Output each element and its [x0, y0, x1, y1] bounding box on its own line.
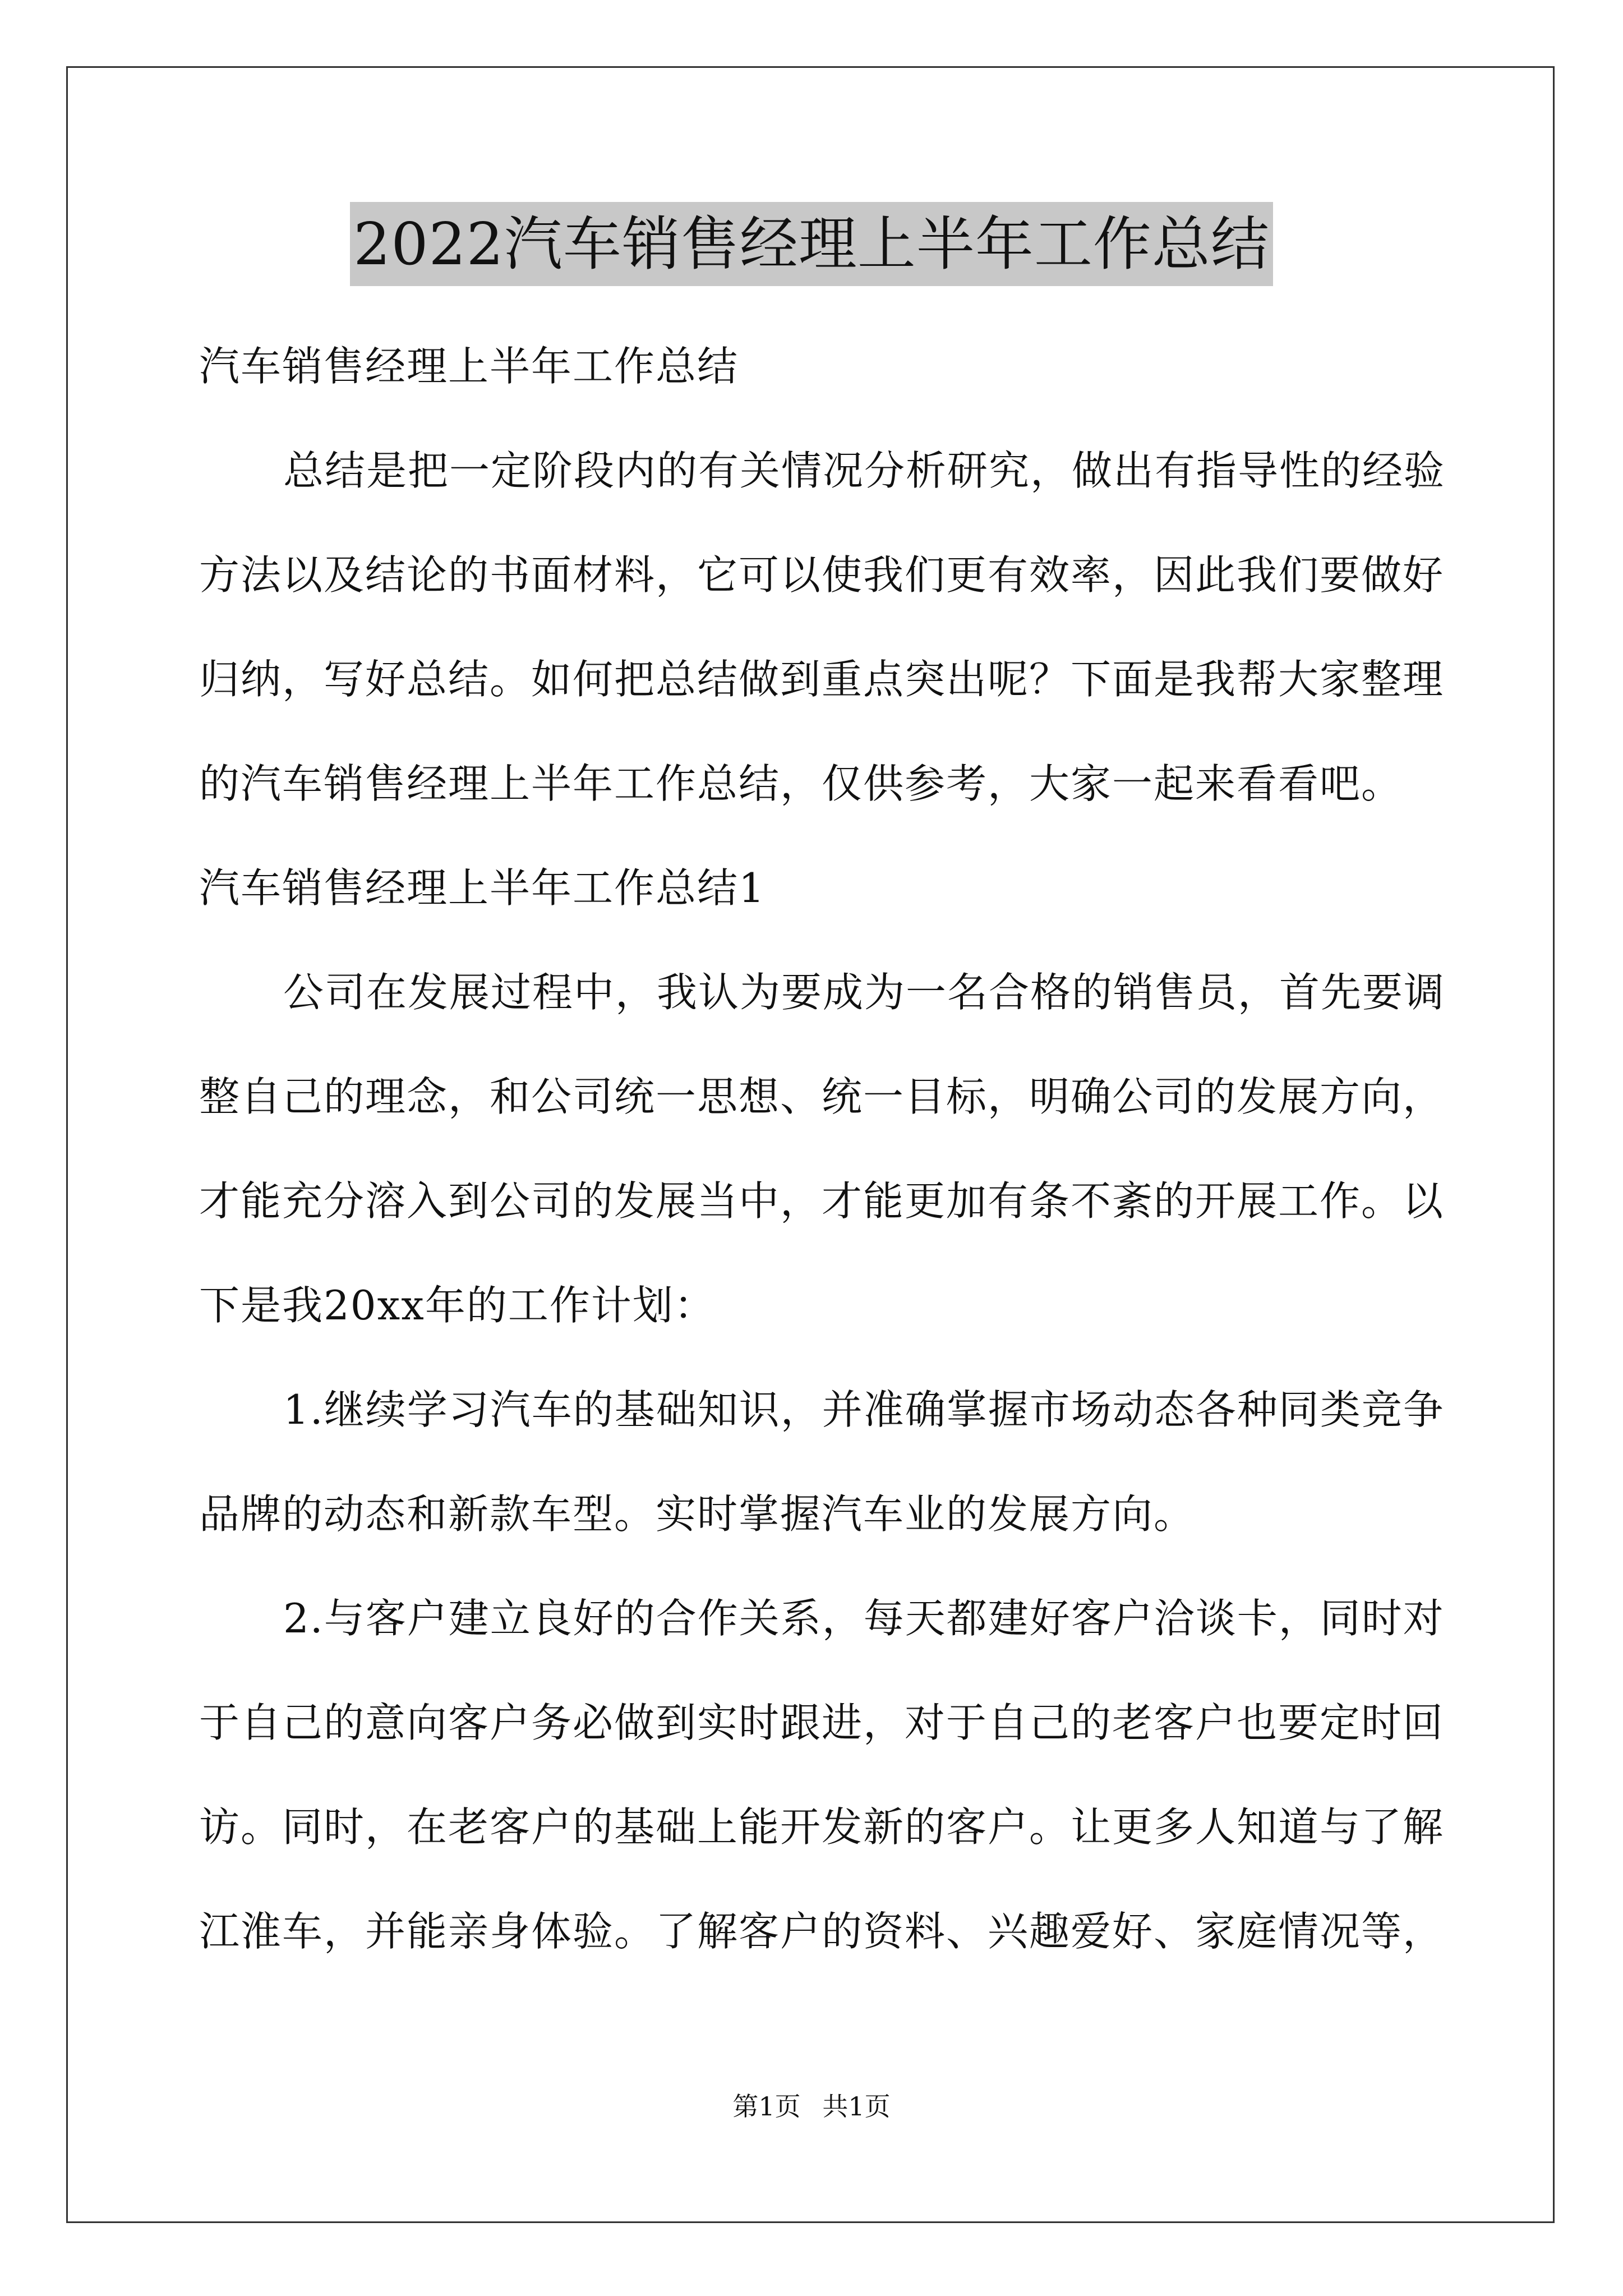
list-item-line: 于自己的意向客户务必做到实时跟进，对于自己的老客户也要定时回 — [199, 1699, 1445, 1746]
page-number-total: 共1页 — [822, 2091, 891, 2122]
page-footer — [0, 2087, 1623, 2126]
document-body — [199, 314, 1446, 1984]
paragraph-line: 方法以及结论的书面材料，它可以使我们更有效率，因此我们要做好 — [199, 551, 1445, 599]
list-item-line: 江淮车，并能亲身体验。了解客户的资料、兴趣爱好、家庭情况等， — [199, 1908, 1445, 1955]
paragraph-line: 公司在发展过程中，我认为要成为一名合格的销售员，首先要调 — [283, 969, 1446, 1016]
section-heading: 汽车销售经理上半年工作总结1 — [199, 864, 766, 912]
list-item-line: 1.继续学习汽车的基础知识，并准确掌握市场动态各种同类竞争 — [283, 1386, 1445, 1433]
list-item-line: 2.与客户建立良好的合作关系，每天都建好客户洽谈卡，同时对 — [283, 1595, 1445, 1642]
paragraph-line: 下是我20xx年的工作计划： — [199, 1282, 716, 1329]
subtitle-line: 汽车销售经理上半年工作总结 — [199, 343, 739, 390]
title-container — [0, 202, 1623, 286]
list-item-line: 访。同时，在老客户的基础上能开发新的客户。让更多人知道与了解 — [199, 1803, 1445, 1851]
paragraph-line: 才能充分溶入到公司的发展当中，才能更加有条不紊的开展工作。以 — [199, 1177, 1445, 1225]
paragraph-line: 的汽车销售经理上半年工作总结，仅供参考，大家一起来看看吧。 — [199, 760, 1403, 807]
document-title: 2022汽车销售经理上半年工作总结 — [350, 202, 1273, 286]
paragraph-line: 归纳，写好总结。如何把总结做到重点突出呢？下面是我帮大家整理 — [199, 656, 1445, 703]
paragraph-line: 总结是把一定阶段内的有关情况分析研究，做出有指导性的经验 — [283, 447, 1446, 494]
page-number-current: 第1页 — [732, 2091, 801, 2122]
paragraph-line: 整自己的理念，和公司统一思想、统一目标，明确公司的发展方向， — [199, 1073, 1445, 1120]
list-item-line: 品牌的动态和新款车型。实时掌握汽车业的发展方向。 — [199, 1490, 1196, 1538]
